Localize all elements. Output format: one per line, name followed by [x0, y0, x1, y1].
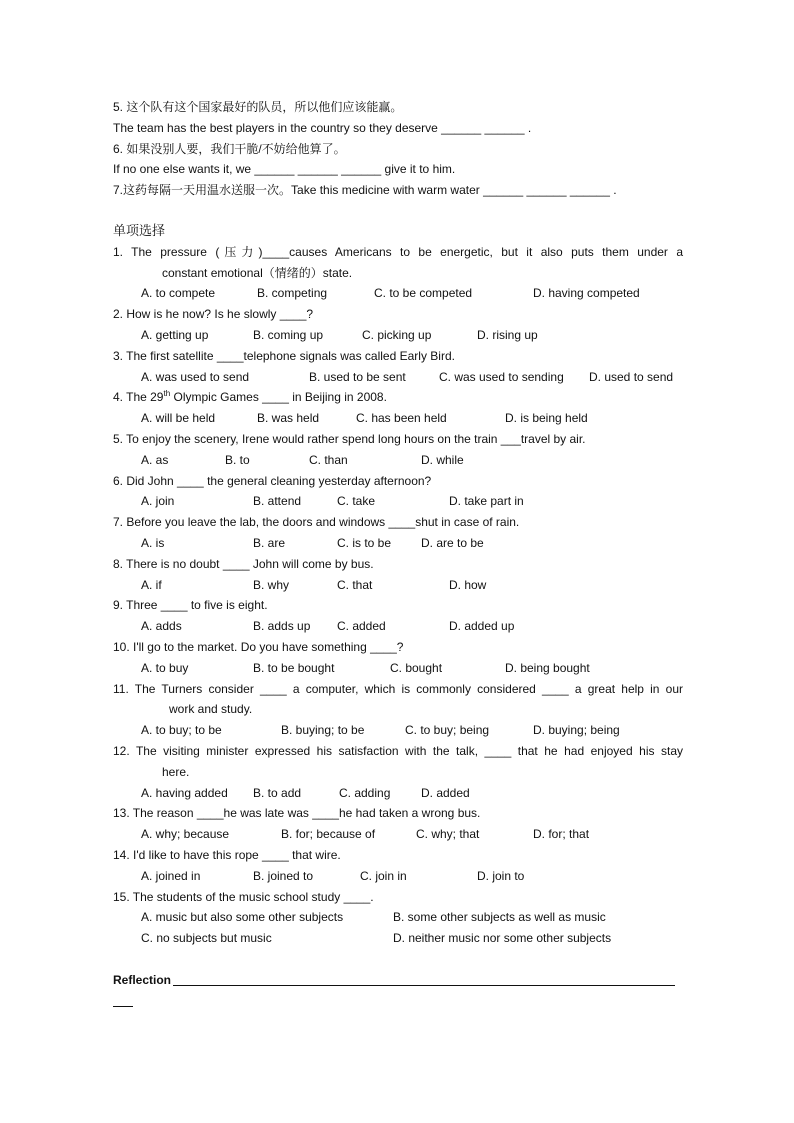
translation-7-en: Take this medicine with warm water ______ ______ ______ .	[291, 183, 617, 198]
option-a[interactable]: A. join	[141, 494, 175, 509]
option-d[interactable]: D. take part in	[449, 494, 524, 509]
option-c[interactable]: C. to be competed	[374, 286, 473, 301]
option-c[interactable]: C. added	[337, 619, 386, 634]
option-d[interactable]: D. buying; being	[533, 723, 620, 738]
question-4-stem-post: Olympic Games ____ in Beijing in 2008.	[170, 390, 387, 405]
question-13-options	[113, 824, 683, 845]
question-1-stem: 1. The pressure (压力)____causes Americans to be energetic, but it also puts them under a	[113, 244, 683, 259]
option-c[interactable]: C. has been held	[356, 411, 447, 426]
question-7-stem: 7. Before you leave the lab, the doors and windows ____shut in case of rain.	[113, 515, 520, 530]
translation-6-cn: 6. 如果没别人要，我们干脆/不妨给他算了。	[113, 141, 346, 156]
translation-7-cn: 7.这药每隔一天用温水送服一次。	[113, 183, 292, 198]
option-b[interactable]: B. joined to	[253, 868, 314, 883]
question-6-stem: 6. Did John ____ the general cleaning yesterday afternoon?	[113, 473, 432, 488]
option-d[interactable]: D. having competed	[533, 286, 640, 301]
option-a[interactable]: A. joined in	[141, 868, 201, 883]
option-d[interactable]: D. join to	[477, 868, 525, 883]
translation-6-en: If no one else wants it, we ______ ______ ______ give it to him.	[113, 162, 456, 177]
option-d[interactable]: D. added	[421, 785, 470, 800]
option-b[interactable]: B. was held	[257, 411, 320, 426]
question-15-options-row1	[113, 907, 683, 928]
translation-5-cn: 5. 这个队有这个国家最好的队员，所以他们应该能赢。	[113, 100, 403, 114]
option-c[interactable]: C. join in	[360, 868, 407, 883]
option-c[interactable]: C. than	[309, 452, 348, 467]
question-1-stem-cont: constant emotional（情绪的）state.	[162, 265, 353, 280]
option-a[interactable]: A. adds	[141, 619, 182, 634]
option-a[interactable]: A. music but also some other subjects	[141, 910, 344, 925]
question-4-options	[113, 408, 683, 429]
question-3-options	[113, 367, 683, 388]
option-b[interactable]: B. for; because of	[281, 827, 376, 842]
reflection-answer-line[interactable]	[173, 985, 675, 986]
question-8-options	[113, 575, 683, 596]
option-c[interactable]: C. that	[337, 577, 373, 592]
question-2-options	[113, 325, 683, 346]
option-c[interactable]: C. picking up	[362, 327, 432, 342]
translation-5-en: The team has the best players in the country so they deserve ______ ______ .	[113, 120, 532, 135]
question-12-stem: 12. The visiting minister expressed his satisfaction with the talk, ____ that he had enjoyed his stay	[113, 743, 683, 758]
question-12-options	[113, 783, 683, 804]
option-b[interactable]: B. some other subjects as well as music	[393, 910, 606, 925]
question-4-stem	[113, 387, 683, 408]
option-b[interactable]: B. used to be sent	[309, 369, 406, 384]
option-c[interactable]: C. why; that	[416, 827, 480, 842]
option-c[interactable]: C. no subjects but music	[141, 931, 272, 946]
question-7-options	[113, 533, 683, 554]
option-b[interactable]: B. attend	[253, 494, 302, 509]
option-d[interactable]: D. neither music nor some other subjects	[393, 931, 612, 946]
option-a[interactable]: A. as	[141, 452, 169, 467]
option-c[interactable]: C. is to be	[337, 535, 392, 550]
option-b[interactable]: B. adds up	[253, 619, 311, 634]
question-10-options	[113, 658, 683, 679]
question-8-stem: 8. There is no doubt ____ John will come by bus.	[113, 556, 374, 571]
option-c[interactable]: C. was used to sending	[439, 369, 564, 384]
translation-section	[113, 97, 683, 201]
question-9-options	[113, 616, 683, 637]
option-b[interactable]: B. competing	[257, 286, 328, 301]
option-a[interactable]: A. if	[141, 577, 162, 592]
option-c[interactable]: C. to buy; being	[405, 723, 490, 738]
question-12-stem-cont: here.	[162, 764, 190, 779]
option-a[interactable]: A. was used to send	[141, 369, 250, 384]
option-d[interactable]: D. added up	[449, 619, 515, 634]
option-c[interactable]: C. take	[337, 494, 376, 509]
question-4-stem-sup: th	[163, 389, 171, 399]
question-5-stem: 5. To enjoy the scenery, Irene would rather spend long hours on the train ___travel by air.	[113, 431, 586, 446]
option-a[interactable]: A. getting up	[141, 327, 209, 342]
question-13-stem: 13. The reason ____he was late was ____he had taken a wrong bus.	[113, 806, 481, 821]
option-a[interactable]: A. having added	[141, 785, 228, 800]
question-3-stem: 3. The first satellite ____telephone signals was called Early Bird.	[113, 348, 455, 363]
reflection-answer-line-cont[interactable]	[113, 1006, 133, 1007]
question-9-stem: 9. Three ____ to five is eight.	[113, 598, 268, 613]
option-a[interactable]: A. is	[141, 535, 165, 550]
question-4-stem-pre: 4. The 29	[113, 390, 164, 405]
question-1-options	[113, 283, 683, 304]
option-b[interactable]: B. buying; to be	[281, 723, 365, 738]
option-a[interactable]: A. to buy; to be	[141, 723, 222, 738]
option-d[interactable]: D. is being held	[505, 411, 588, 426]
multiple-choice-section	[113, 221, 683, 949]
question-10-stem: 10. I'll go to the market. Do you have something ____?	[113, 639, 404, 654]
question-6-options	[113, 491, 683, 512]
option-d[interactable]: D. used to send	[589, 369, 674, 384]
question-11-stem: 11. The Turners consider ____ a computer, which is commonly considered ____ a great help in our	[113, 681, 683, 696]
option-d[interactable]: D. being bought	[505, 660, 590, 675]
option-b[interactable]: B. why	[253, 577, 290, 592]
option-d[interactable]: D. how	[449, 577, 487, 592]
option-d[interactable]: D. for; that	[533, 827, 590, 842]
option-b[interactable]: B. to	[225, 452, 250, 467]
option-d[interactable]: D. while	[421, 452, 464, 467]
section-title: 单项选择	[113, 223, 166, 238]
reflection-row	[113, 970, 675, 991]
option-c[interactable]: C. bought	[390, 660, 443, 675]
option-a[interactable]: A. to compete	[141, 286, 216, 301]
option-a[interactable]: A. to buy	[141, 660, 189, 675]
question-2-stem: 2. How is he now? Is he slowly ____?	[113, 307, 314, 322]
option-b[interactable]: B. are	[253, 535, 286, 550]
option-b[interactable]: B. to add	[253, 785, 302, 800]
reflection-label: Reflection	[113, 973, 172, 987]
question-11-stem-cont: work and study.	[169, 702, 253, 717]
translation-7	[113, 180, 683, 201]
question-14-options	[113, 866, 683, 887]
question-11-options	[113, 720, 683, 741]
option-d[interactable]: D. rising up	[477, 327, 538, 342]
option-d[interactable]: D. are to be	[421, 535, 484, 550]
question-5-options	[113, 450, 683, 471]
question-15-stem: 15. The students of the music school study ____.	[113, 889, 374, 904]
option-a[interactable]: A. will be held	[141, 411, 216, 426]
option-a[interactable]: A. why; because	[141, 827, 230, 842]
option-c[interactable]: C. adding	[339, 785, 391, 800]
option-b[interactable]: B. to be bought	[253, 660, 335, 675]
question-15-options-row2	[113, 928, 683, 949]
option-b[interactable]: B. coming up	[253, 327, 324, 342]
question-14-stem: 14. I'd like to have this rope ____ that wire.	[113, 847, 341, 862]
